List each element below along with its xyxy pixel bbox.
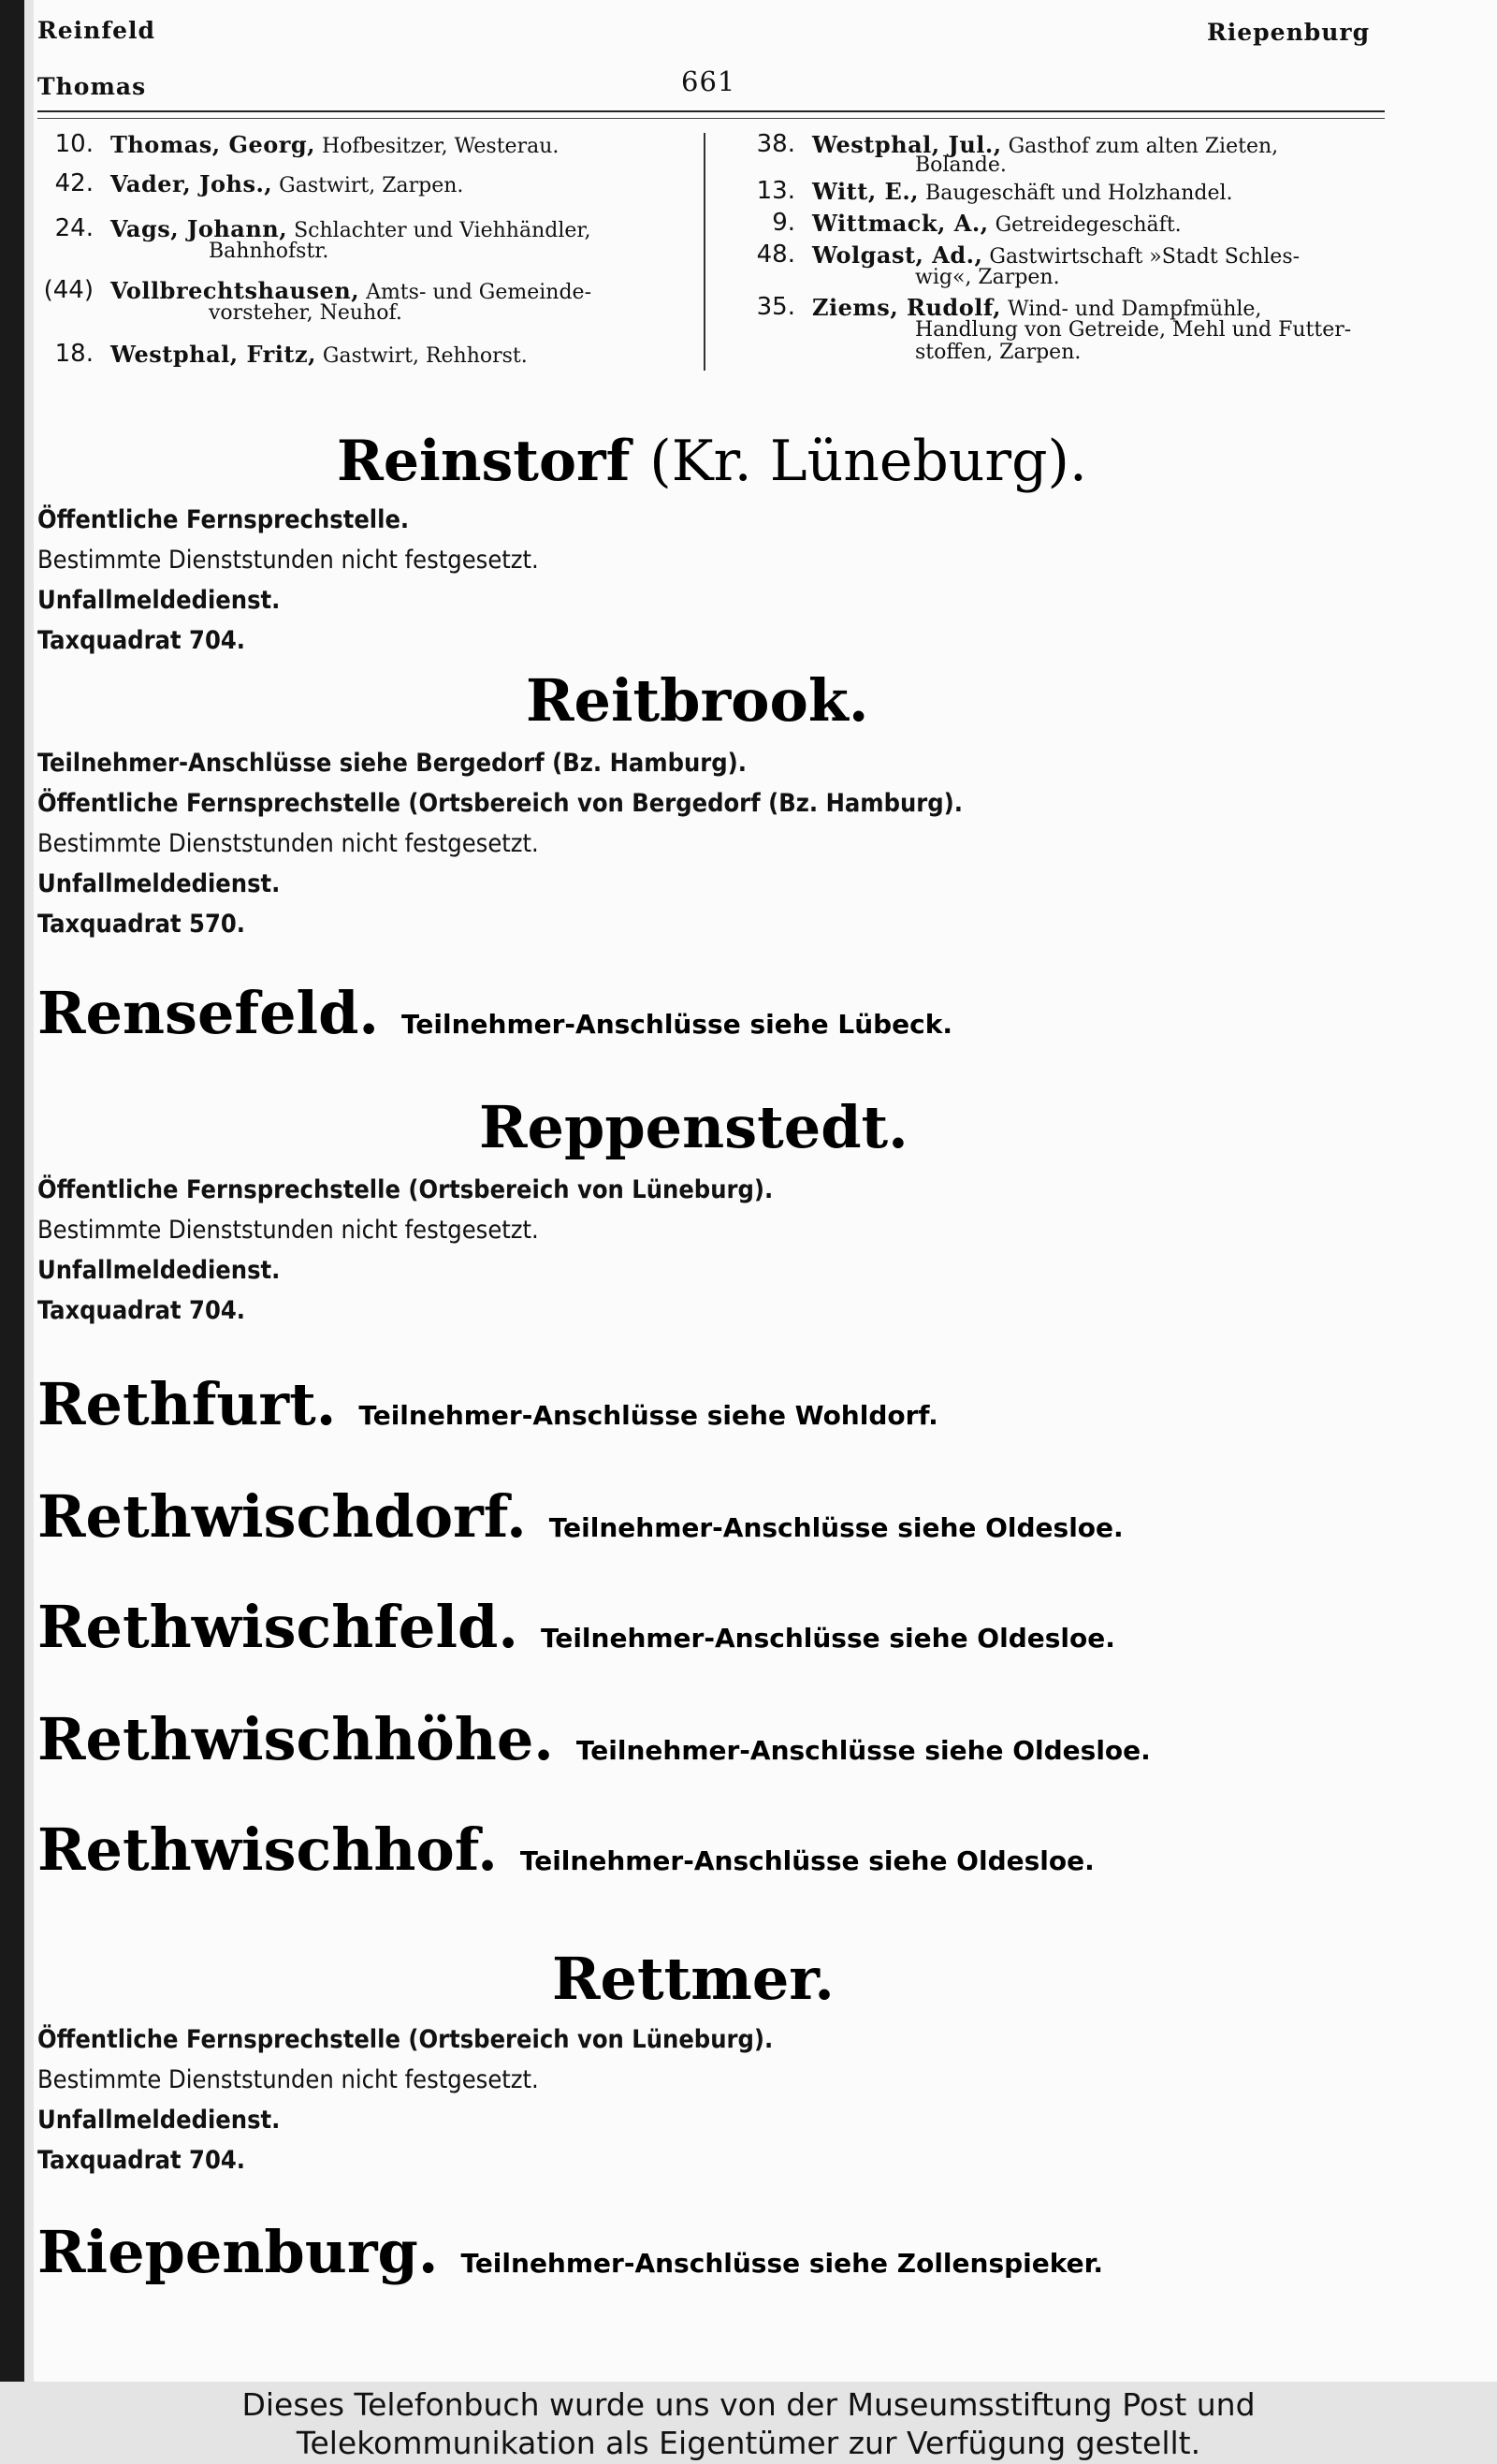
- entry-name: Ziems, Rudolf,: [812, 294, 1001, 321]
- section-title: Rethwischdorf.: [37, 1482, 527, 1551]
- info-line: Taxquadrat 704.: [37, 2146, 245, 2175]
- section-title-rettmer: Rettmer.: [552, 1945, 835, 2013]
- info-line: Öffentliche Fernsprechstelle (Ortsbereich von Bergedorf (Bz. Hamburg).: [37, 789, 964, 818]
- section-note: Teilnehmer-Anschlüsse siehe Lübeck.: [401, 1009, 953, 1040]
- info-line: Unfallmeldedienst.: [37, 586, 281, 615]
- section-note: Teilnehmer-Anschlüsse siehe Oldesloe.: [575, 1735, 1151, 1766]
- entry-number: 38.: [756, 130, 795, 158]
- section-body-rettmer: [37, 2019, 773, 2180]
- entry-number: 24.: [54, 214, 94, 242]
- header-left-bottom: Thomas: [37, 73, 147, 100]
- info-line: Taxquadrat 704.: [37, 626, 245, 655]
- info-line: Bestimmte Dienststunden nicht festgesetzt.: [37, 829, 539, 858]
- section-title: Rensefeld.: [37, 979, 380, 1047]
- entry-desc-cont: vorsteher, Neuhof.: [209, 301, 402, 325]
- section-title-reitbrook: Reitbrook.: [526, 666, 869, 735]
- info-line: Bestimmte Dienststunden nicht festgesetzt.: [37, 546, 539, 575]
- info-line: Öffentliche Fernsprechstelle (Ortsbereich von Lüneburg).: [37, 1175, 774, 1204]
- section-rethwischhoehe: [37, 1705, 1151, 1773]
- section-title: Rethwischhof.: [37, 1815, 498, 1884]
- section-note: Teilnehmer-Anschlüsse siehe Oldesloe.: [548, 1512, 1124, 1543]
- info-line: Taxquadrat 704.: [37, 1296, 245, 1325]
- entry-number: 48.: [756, 241, 795, 269]
- header-right-top: Riepenburg: [1207, 19, 1371, 46]
- section-rethwischhof: [37, 1815, 1095, 1884]
- section-title: Rethfurt.: [37, 1370, 337, 1438]
- page-binding-edge: [0, 0, 24, 2382]
- entry-name: Thomas, Georg,: [110, 131, 316, 158]
- section-body-reppenstedt: [37, 1170, 773, 1331]
- entry-desc: Getreidegeschäft.: [995, 213, 1182, 237]
- section-body-reinstorf: [37, 500, 539, 661]
- entry-name: Wittmack, A.,: [812, 210, 989, 237]
- entry-desc: Baugeschäft und Holzhandel.: [925, 182, 1233, 205]
- header-rule: [37, 110, 1385, 112]
- info-line: Unfallmeldedienst.: [37, 1256, 281, 1285]
- entry-name: Vags, Johann,: [110, 215, 288, 242]
- entry-number: 13.: [756, 177, 795, 205]
- entry-number: 10.: [54, 130, 94, 158]
- entry-desc: Hofbesitzer, Westerau.: [322, 135, 560, 158]
- entry-name: Wolgast, Ad.,: [812, 241, 983, 269]
- section-title: Rethwischhöhe.: [37, 1705, 554, 1773]
- info-line: Bestimmte Dienststunden nicht festgesetzt.: [37, 1216, 539, 1245]
- entry-desc: Schlachter und Viehhändler,: [294, 219, 591, 242]
- section-note: Teilnehmer-Anschlüsse siehe Oldesloe.: [519, 1845, 1095, 1876]
- entry-desc-cont: wig«, Zarpen.: [915, 266, 1060, 289]
- entry-desc-cont: Bolande.: [915, 153, 1007, 177]
- entry-number: (44): [43, 276, 94, 304]
- entry-desc: Amts- und Gemeinde-: [366, 281, 591, 304]
- section-note: Teilnehmer-Anschlüsse siehe Zollenspieker.: [460, 2248, 1104, 2279]
- entry-name: Vollbrechtshausen,: [110, 277, 360, 304]
- entry-desc: Gastwirtschaft »Stadt Schles-: [989, 245, 1301, 269]
- section-rensefeld: [37, 979, 952, 1047]
- info-line: Unfallmeldedienst.: [37, 2106, 281, 2135]
- section-note: Teilnehmer-Anschlüsse siehe Wohldorf.: [358, 1400, 938, 1431]
- entry-desc: Gastwirt, Zarpen.: [279, 174, 464, 197]
- section-title-reinstorf: Reinstorf (Kr. Lüneburg).: [337, 429, 1088, 494]
- entry-desc: Wind- und Dampfmühle,: [1007, 298, 1262, 321]
- entry-desc: Gasthof zum alten Zieten,: [1008, 135, 1279, 158]
- entry-name: Witt, E.,: [812, 178, 920, 205]
- section-rethwischfeld: [37, 1593, 1115, 1661]
- column-separator: [704, 133, 705, 371]
- entry-desc-cont: Handlung von Getreide, Mehl und Futter-: [915, 318, 1352, 342]
- page-number: 661: [681, 66, 736, 97]
- info-line: Bestimmte Dienststunden nicht festgesetzt.: [37, 2065, 539, 2094]
- entry-desc: Gastwirt, Rehhorst.: [322, 344, 528, 368]
- info-line: Öffentliche Fernsprechstelle (Ortsbereich von Lüneburg).: [37, 2025, 774, 2054]
- info-line: Teilnehmer-Anschlüsse siehe Bergedorf (Bz. Hamburg).: [37, 749, 748, 778]
- entry-number: 9.: [772, 209, 795, 237]
- section-note: Teilnehmer-Anschlüsse siehe Oldesloe.: [540, 1623, 1115, 1654]
- entry-desc-cont: stoffen, Zarpen.: [915, 341, 1082, 364]
- entry-number: 42.: [54, 169, 94, 197]
- entry-name: Vader, Johs.,: [110, 170, 273, 197]
- entry-name: Westphal, Jul.,: [812, 131, 1002, 158]
- entry-name: Westphal, Fritz,: [110, 341, 316, 368]
- info-line: Unfallmeldedienst.: [37, 869, 281, 898]
- attribution-footer: [0, 2382, 1497, 2464]
- section-body-reitbrook: [37, 743, 963, 944]
- header-left-top: Reinfeld: [37, 17, 155, 44]
- section-title: Riepenburg.: [37, 2218, 439, 2286]
- entry-desc-cont: Bahnhofstr.: [209, 240, 329, 263]
- section-rethwischdorf: [37, 1482, 1124, 1551]
- entry-number: 35.: [756, 293, 795, 321]
- section-title-reppenstedt: Reppenstedt.: [479, 1093, 908, 1161]
- entry-number: 18.: [54, 340, 94, 368]
- header-rule-thin: [37, 118, 1385, 119]
- section-rethfurt: [37, 1370, 938, 1438]
- info-line: Öffentliche Fernsprechstelle.: [37, 505, 410, 534]
- section-title-paren: (Kr. Lüneburg).: [649, 429, 1088, 494]
- footer-line-1: Dieses Telefonbuch wurde uns von der Museumsstiftung Post und: [241, 2386, 1256, 2423]
- footer-line-2: Telekommunikation als Eigentümer zur Verfügung gestellt.: [296, 2425, 1201, 2461]
- page-binding-shadow: [24, 0, 34, 2382]
- section-title: Rethwischfeld.: [37, 1593, 518, 1661]
- section-riepenburg: [37, 2218, 1103, 2286]
- info-line: Taxquadrat 570.: [37, 910, 245, 939]
